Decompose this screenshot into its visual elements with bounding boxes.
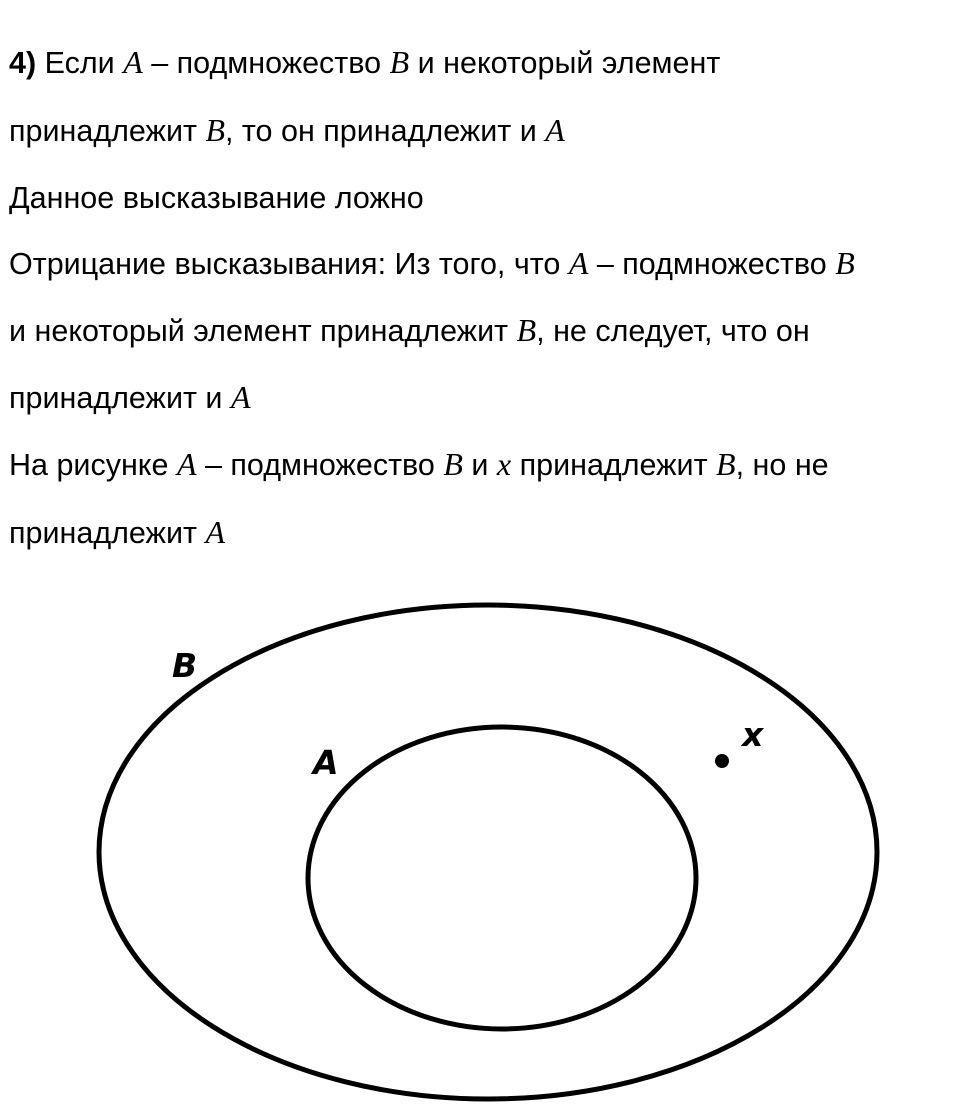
text-fragment: – подмножество — [596, 247, 827, 281]
text-fragment: принадлежит — [9, 516, 197, 550]
math-var-a: A — [205, 514, 225, 550]
math-var-b: B — [835, 245, 855, 281]
math-var-a: A — [230, 379, 251, 415]
text-fragment: – подмножество — [151, 46, 382, 80]
math-var-a: A — [176, 446, 197, 482]
text-fragment: Отрицание высказывания: Из того, что — [9, 247, 561, 281]
text-fragment: и некоторый элемент — [417, 46, 721, 80]
math-var-b: B — [716, 446, 736, 482]
math-var-a: A — [123, 44, 143, 80]
text-fragment: , не следует, что он — [536, 314, 810, 348]
text-fragment: и некоторый элемент принадлежит — [9, 314, 509, 348]
text-fragment: принадлежит — [519, 448, 708, 482]
problem-number: 4) — [9, 46, 37, 80]
math-var-a: A — [545, 112, 565, 148]
text-fragment: , то он принадлежит и — [224, 114, 537, 148]
text-fragment: – подмножество — [204, 448, 435, 482]
text-fragment: , но не — [735, 448, 829, 482]
element-x-label: x — [742, 715, 764, 754]
math-var-a: A — [568, 245, 589, 281]
set-b-ellipse — [99, 605, 877, 1099]
math-var-b: B — [205, 112, 225, 148]
math-var-b: B — [516, 312, 537, 348]
element-x-point — [715, 754, 729, 768]
set-b-label: B — [172, 646, 198, 685]
text-fragment: Если — [44, 46, 115, 80]
math-var-b: B — [389, 44, 410, 80]
math-var-b: B — [443, 446, 463, 482]
text-fragment: На рисунке — [9, 448, 169, 482]
set-a-label: A — [313, 743, 339, 782]
set-a-ellipse — [308, 727, 696, 1029]
text-fragment: и — [471, 448, 489, 482]
text-fragment: принадлежит и — [9, 381, 223, 415]
math-var-x: x — [496, 446, 512, 482]
text-fragment: Данное высказывание ложно — [9, 181, 424, 215]
text-fragment: принадлежит — [9, 114, 197, 148]
